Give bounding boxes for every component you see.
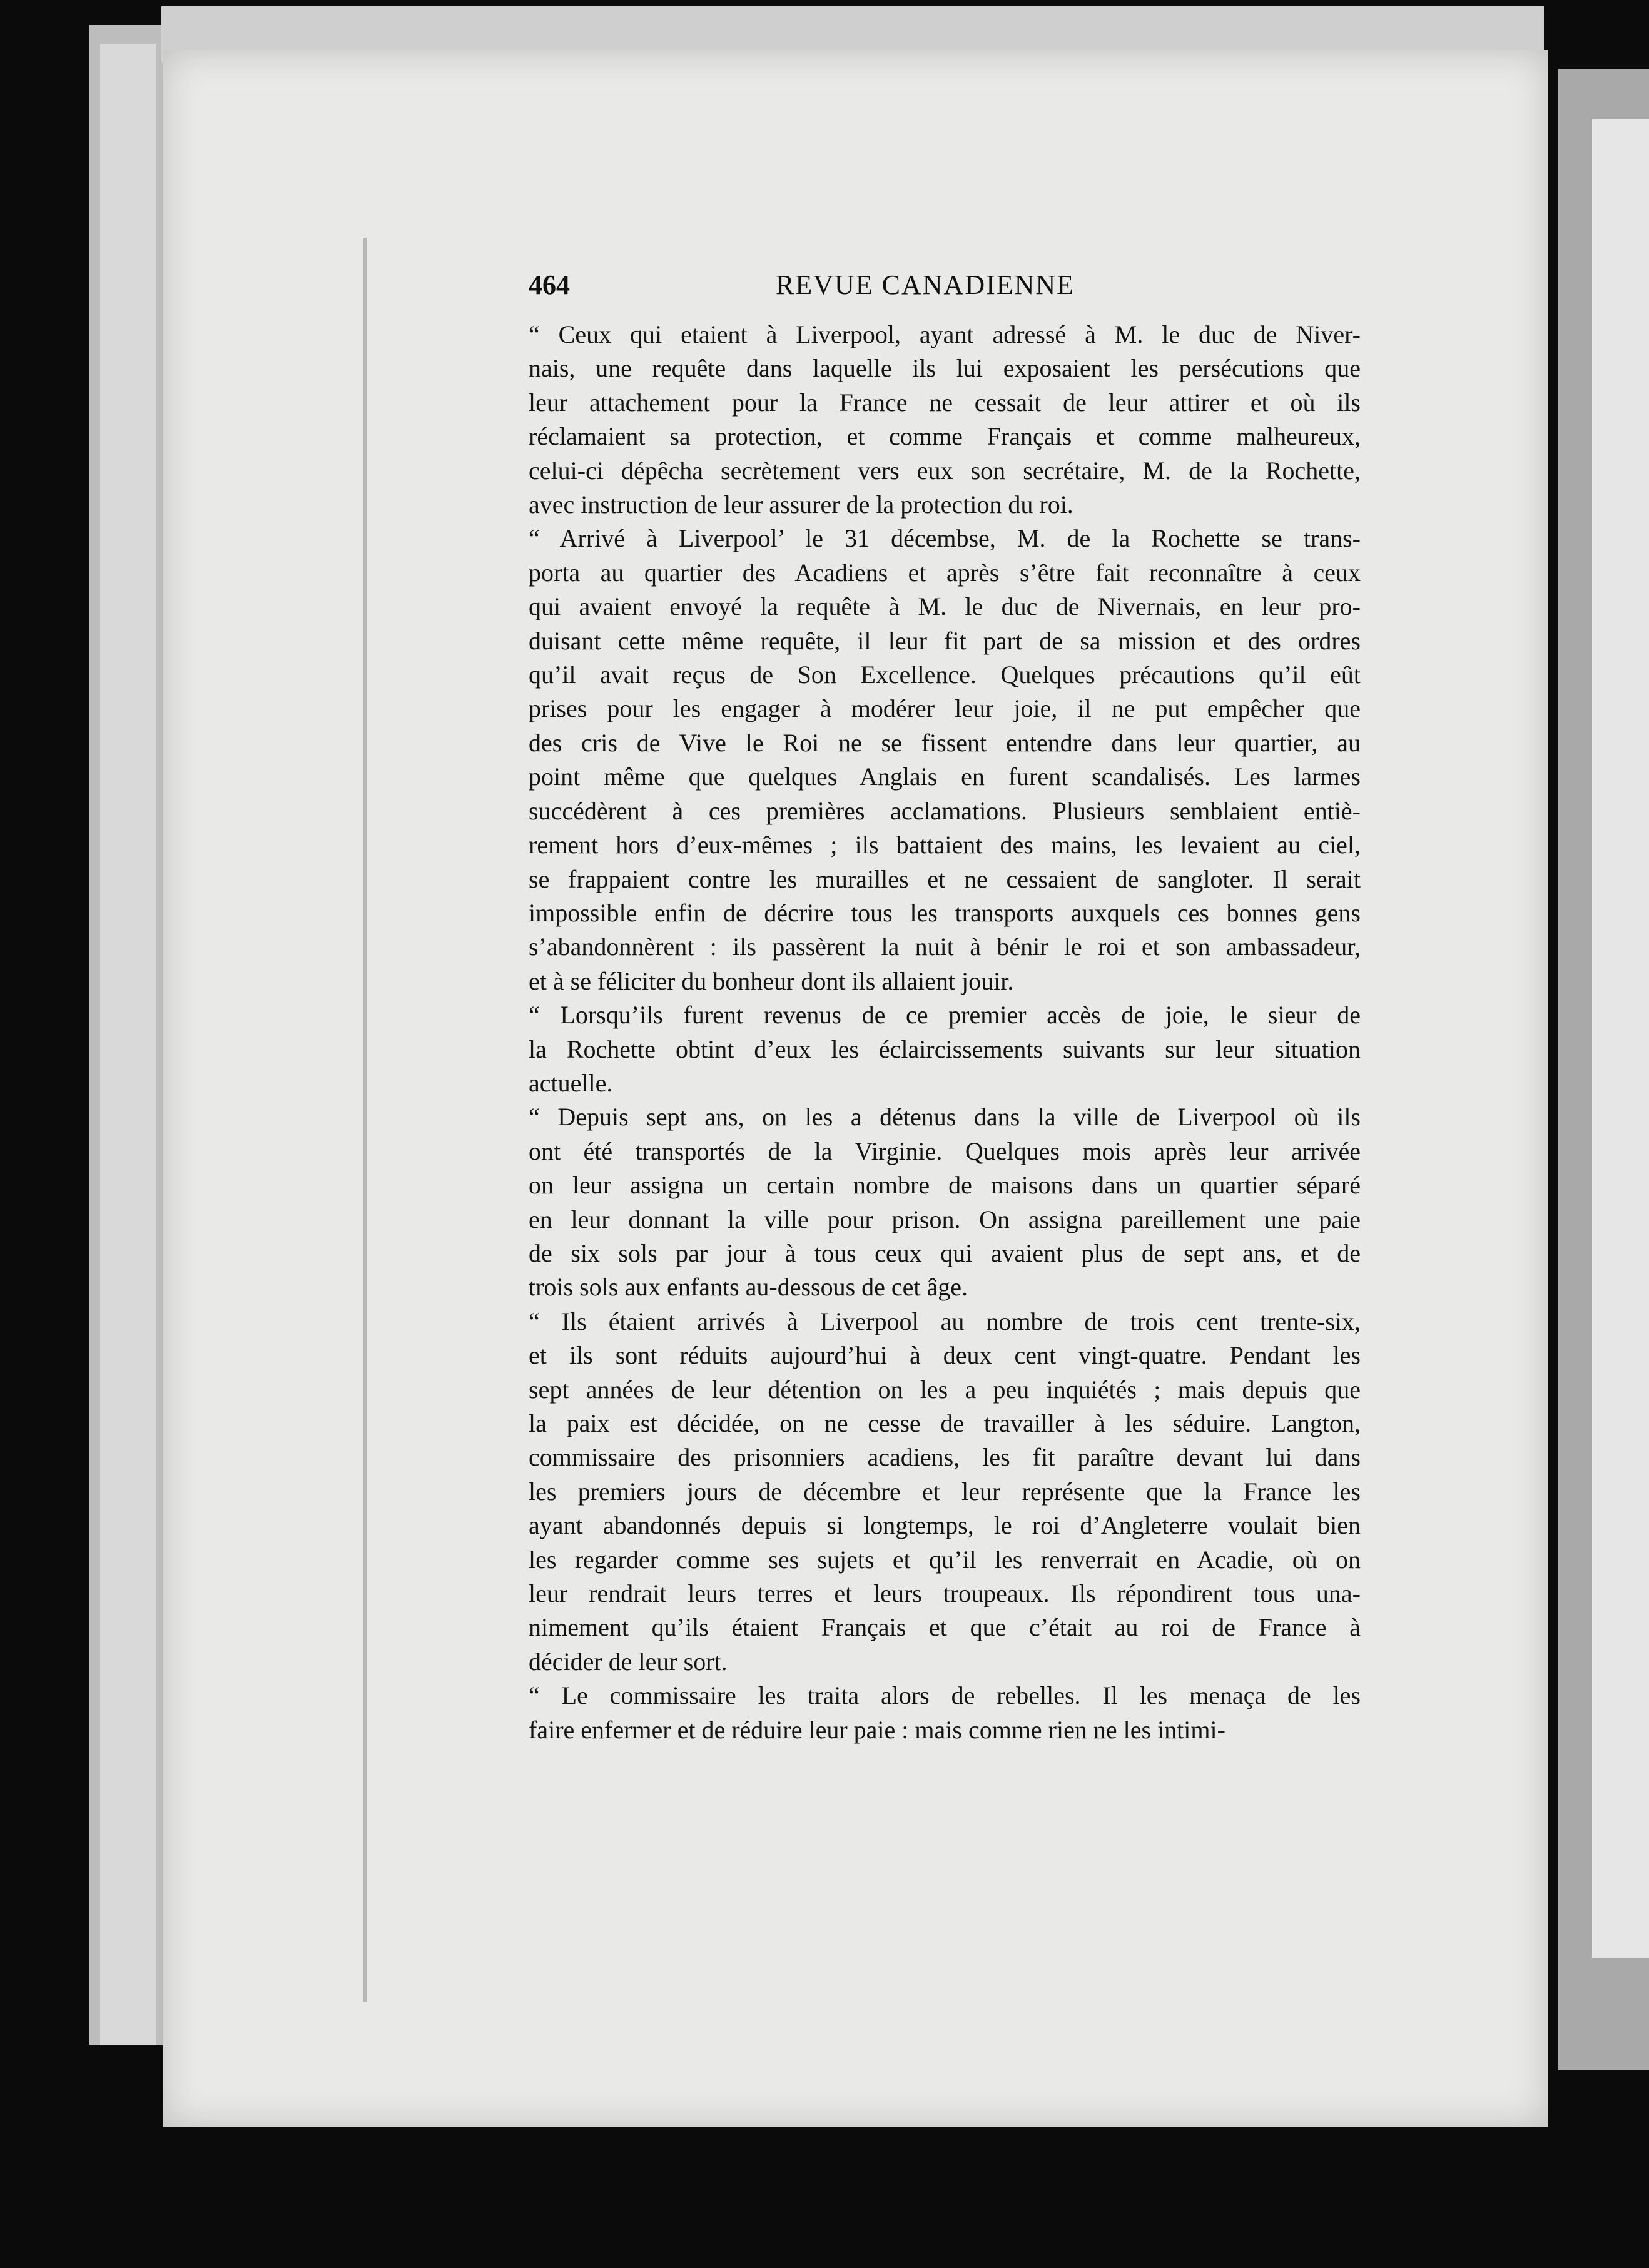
- text-line: leur attachement pour la France ne cessait de leur attirer et où ils: [529, 388, 1361, 417]
- text-line: ont été transportés de la Virginie. Quelques mois après leur arrivée: [529, 1137, 1361, 1165]
- paragraph: [529, 1679, 1361, 1747]
- binding-fold: [363, 238, 367, 2002]
- paragraph: [529, 318, 1361, 522]
- text-line: sept années de leur détention on les a peu inquiétés ; mais depuis que: [529, 1375, 1361, 1404]
- text-line: “ Lorsqu’ils furent revenus de ce premier accès de joie, le sieur de: [529, 1001, 1361, 1030]
- page-number: 464: [529, 270, 570, 300]
- text-line: rement hors d’eux-mêmes ; ils battaient des mains, les levaient au ciel,: [529, 831, 1361, 859]
- text-line: qui avaient envoyé la requête à M. le duc de Nivernais, en leur pro-: [529, 592, 1361, 621]
- text-line: “ Arrivé à Liverpool’ le 31 décembse, M. de la Rochette se trans-: [529, 524, 1361, 553]
- text-line: les regarder comme ses sujets et qu’il les renverrait en Acadie, où on: [529, 1545, 1361, 1574]
- text-line: la paix est décidée, on ne cesse de travailler à les séduire. Langton,: [529, 1409, 1361, 1437]
- text-line: faire enfermer et de réduire leur paie : mais comme rien ne les intimi-: [529, 1715, 1225, 1744]
- text-line: en leur donnant la ville pour prison. On assigna pareillement une paie: [529, 1205, 1361, 1233]
- text-line: nais, une requête dans laquelle ils lui exposaient les persécutions que: [529, 354, 1361, 383]
- text-line: leur rendrait leurs terres et leurs troupeaux. Ils répondirent tous una-: [529, 1579, 1361, 1608]
- text-line: prises pour les engager à modérer leur joie, il ne put empêcher que: [529, 694, 1361, 723]
- text-line: trois sols aux enfants au-dessous de cet âge.: [529, 1273, 968, 1302]
- text-line: point même que quelques Anglais en furent scandalisés. Les larmes: [529, 762, 1361, 791]
- text-line: ayant abandonnés depuis si longtemps, le roi d’Angleterre voulait bien: [529, 1511, 1361, 1540]
- paragraph: [529, 1100, 1361, 1304]
- text-line: “ Ceux qui etaient à Liverpool, ayant adressé à M. le duc de Niver-: [529, 320, 1361, 348]
- text-line: commissaire des prisonniers acadiens, les fit paraître devant lui dans: [529, 1443, 1361, 1472]
- text-line: on leur assigna un certain nombre de maisons dans un quartier séparé: [529, 1171, 1361, 1200]
- text-line: de six sols par jour à tous ceux qui avaient plus de sept ans, et de: [529, 1238, 1361, 1267]
- text-line: décider de leur sort.: [529, 1647, 728, 1676]
- text-line: les premiers jours de décembre et leur représente que la France les: [529, 1477, 1361, 1506]
- text-line: et à se féliciter du bonheur dont ils allaient jouir.: [529, 966, 1014, 995]
- text-line: qu’il avait reçus de Son Excellence. Quelques précautions qu’il eût: [529, 661, 1361, 689]
- text-line: porta au quartier des Acadiens et après s’être fait reconnaître à ceux: [529, 558, 1361, 587]
- text-line: “ Depuis sept ans, on les a détenus dans la ville de Liverpool où ils: [529, 1103, 1361, 1131]
- text-line: celui-ci dépêcha secrètement vers eux son secrétaire, M. de la Rochette,: [529, 456, 1361, 485]
- text-line: des cris de Vive le Roi ne se fissent entendre dans leur quartier, au: [529, 728, 1361, 757]
- text-line: succédèrent à ces premières acclamations. Plusieurs semblaient entiè-: [529, 796, 1361, 825]
- paragraph: [529, 998, 1361, 1100]
- text-line: duisant cette même requête, il leur fit part de sa mission et des ordres: [529, 626, 1361, 655]
- left-sheet-edge: [100, 44, 156, 2045]
- running-head: [529, 269, 1361, 313]
- text-line: avec instruction de leur assurer de la protection du roi.: [529, 490, 1073, 519]
- body-text: [529, 318, 1361, 1747]
- next-page-edge: [1592, 119, 1649, 1958]
- text-line: s’abandonnèrent : ils passèrent la nuit à bénir le roi et son ambassadeur,: [529, 933, 1361, 961]
- text-line: nimement qu’ils étaient Français et que c’était au roi de France à: [529, 1613, 1361, 1642]
- text-line: réclamaient sa protection, et comme Français et comme malheureux,: [529, 422, 1361, 451]
- text-line: “ Ils étaient arrivés à Liverpool au nombre de trois cent trente-six,: [529, 1307, 1361, 1335]
- paragraph: [529, 1305, 1361, 1679]
- text-line: et ils sont réduits aujourd’hui à deux cent vingt-quatre. Pendant les: [529, 1341, 1361, 1370]
- text-line: la Rochette obtint d’eux les éclaircissements suivants sur leur situation: [529, 1035, 1361, 1063]
- text-line: se frappaient contre les murailles et ne cessaient de sangloter. Il serait: [529, 864, 1361, 893]
- text-line: “ Le commissaire les traita alors de rebelles. Il les menaça de les: [529, 1681, 1361, 1710]
- text-line: impossible enfin de décrire tous les transports auxquels ces bonnes gens: [529, 898, 1361, 927]
- paragraph: [529, 522, 1361, 998]
- text-line: actuelle.: [529, 1068, 613, 1097]
- journal-title: REVUE CANADIENNE: [776, 270, 1075, 300]
